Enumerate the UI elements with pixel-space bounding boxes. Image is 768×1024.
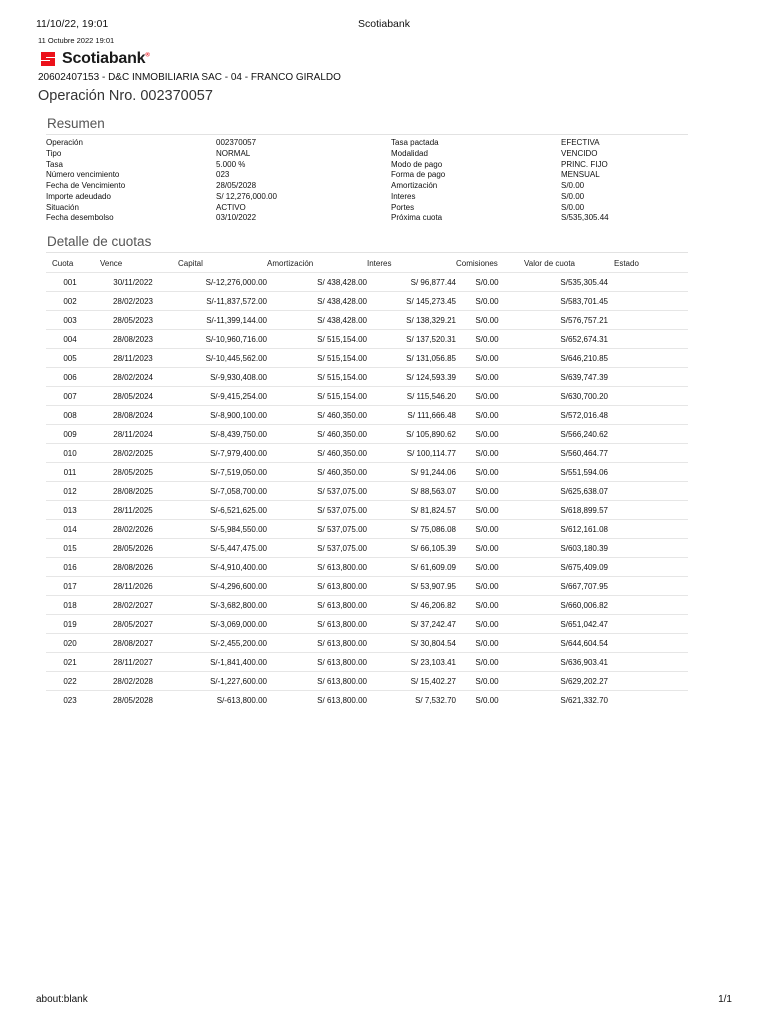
cell-valor: S/612,161.08 xyxy=(518,520,608,539)
cell-amortizacion: S/ 438,428.00 xyxy=(267,292,367,311)
operation-title: Operación Nro. 002370057 xyxy=(38,88,213,104)
cell-vence: 28/05/2025 xyxy=(94,463,172,482)
cell-vence: 28/11/2026 xyxy=(94,577,172,596)
cell-valor: S/639,747.39 xyxy=(518,368,608,387)
cell-cuota: 013 xyxy=(46,501,94,520)
summary-label: Importe adeudado xyxy=(46,191,111,201)
cell-amortizacion: S/ 537,075.00 xyxy=(267,520,367,539)
col-header-capital: Capital xyxy=(178,259,203,268)
cell-estado xyxy=(608,558,688,577)
cell-capital: S/-11,837,572.00 xyxy=(172,292,267,311)
cell-estado xyxy=(608,577,688,596)
cell-capital: S/-1,227,600.00 xyxy=(172,672,267,691)
cell-capital: S/-9,930,408.00 xyxy=(172,368,267,387)
summary-value: ACTIVO xyxy=(216,202,246,212)
cell-valor: S/660,006.82 xyxy=(518,596,608,615)
table-row xyxy=(46,311,688,330)
summary-row xyxy=(46,213,688,224)
summary-label: Fecha de Vencimiento xyxy=(46,181,126,190)
cell-capital: S/-2,455,200.00 xyxy=(172,634,267,653)
cell-interes: S/ 88,563.07 xyxy=(367,482,456,501)
cell-estado xyxy=(608,539,688,558)
cell-capital: S/-9,415,254.00 xyxy=(172,387,267,406)
cell-vence: 28/05/2028 xyxy=(94,691,172,710)
cell-amortizacion: S/ 460,350.00 xyxy=(267,406,367,425)
cell-valor: S/644,604.54 xyxy=(518,634,608,653)
cell-valor: S/535,305.44 xyxy=(518,273,608,292)
cell-interes: S/ 131,056.85 xyxy=(367,349,456,368)
cell-amortizacion: S/ 613,800.00 xyxy=(267,672,367,691)
summary-label: Amortización xyxy=(391,181,438,190)
cell-amortizacion: S/ 515,154.00 xyxy=(267,368,367,387)
cell-capital: S/-8,900,100.00 xyxy=(172,406,267,425)
cell-capital: S/-8,439,750.00 xyxy=(172,425,267,444)
col-header-vence: Vence xyxy=(100,259,123,268)
cell-estado xyxy=(608,311,688,330)
cell-interes: S/ 30,804.54 xyxy=(367,634,456,653)
summary-label: Próxima cuota xyxy=(391,213,443,223)
cell-estado xyxy=(608,672,688,691)
cell-estado xyxy=(608,368,688,387)
cell-comisiones: S/0.00 xyxy=(456,596,518,615)
report-date: 11 Octubre 2022 19:01 xyxy=(38,36,115,45)
cell-estado xyxy=(608,387,688,406)
summary-row xyxy=(46,170,688,181)
detalle-title: Detalle de cuotas xyxy=(47,234,152,249)
cell-interes: S/ 75,086.08 xyxy=(367,520,456,539)
summary-label: Operación xyxy=(46,138,83,147)
summary-value: 023 xyxy=(216,170,230,180)
table-row xyxy=(46,634,688,653)
cell-valor: S/566,240.62 xyxy=(518,425,608,444)
cell-amortizacion: S/ 537,075.00 xyxy=(267,539,367,558)
cell-interes: S/ 111,666.48 xyxy=(367,406,456,425)
cell-comisiones: S/0.00 xyxy=(456,425,518,444)
brand-wordmark: Scotiabank® xyxy=(62,50,150,67)
cell-comisiones: S/0.00 xyxy=(456,577,518,596)
resumen-title: Resumen xyxy=(47,116,105,131)
cell-vence: 28/02/2027 xyxy=(94,596,172,615)
divider xyxy=(46,134,688,135)
cell-amortizacion: S/ 460,350.00 xyxy=(267,463,367,482)
cell-vence: 28/02/2025 xyxy=(94,444,172,463)
summary-label: Situación xyxy=(46,202,79,212)
divider xyxy=(46,252,688,253)
cell-vence: 28/02/2026 xyxy=(94,520,172,539)
cell-interes: S/ 7,532.70 xyxy=(367,691,456,710)
cell-vence: 28/08/2027 xyxy=(94,634,172,653)
cell-comisiones: S/0.00 xyxy=(456,387,518,406)
print-datetime: 11/10/22, 19:01 xyxy=(36,18,109,30)
cell-valor: S/675,409.09 xyxy=(518,558,608,577)
cuotas-table xyxy=(46,255,688,709)
cell-valor: S/651,042.47 xyxy=(518,615,608,634)
cell-interes: S/ 61,609.09 xyxy=(367,558,456,577)
cell-capital: S/-4,296,600.00 xyxy=(172,577,267,596)
col-header-cuota: Cuota xyxy=(52,259,74,268)
cell-vence: 28/05/2026 xyxy=(94,539,172,558)
cell-cuota: 011 xyxy=(46,463,94,482)
cell-cuota: 001 xyxy=(46,273,94,292)
cell-capital: S/-7,058,700.00 xyxy=(172,482,267,501)
table-row xyxy=(46,672,688,691)
cell-cuota: 004 xyxy=(46,330,94,349)
summary-label: Número vencimiento xyxy=(46,170,120,180)
summary-value: 03/10/2022 xyxy=(216,213,257,223)
cell-vence: 28/08/2026 xyxy=(94,558,172,577)
cell-amortizacion: S/ 438,428.00 xyxy=(267,273,367,292)
cell-estado xyxy=(608,615,688,634)
cell-cuota: 020 xyxy=(46,634,94,653)
table-row xyxy=(46,387,688,406)
summary-label: Modo de pago xyxy=(391,159,443,169)
summary-value: PRINC. FIJO xyxy=(561,159,608,169)
cell-capital: S/-1,841,400.00 xyxy=(172,653,267,672)
cell-amortizacion: S/ 460,350.00 xyxy=(267,444,367,463)
cell-estado xyxy=(608,596,688,615)
cell-valor: S/560,464.77 xyxy=(518,444,608,463)
summary-value: 002370057 xyxy=(216,138,257,147)
cell-comisiones: S/0.00 xyxy=(456,444,518,463)
table-row xyxy=(46,501,688,520)
cell-valor: S/551,594.06 xyxy=(518,463,608,482)
cell-capital: S/-11,399,144.00 xyxy=(172,311,267,330)
cell-cuota: 006 xyxy=(46,368,94,387)
cell-amortizacion: S/ 537,075.00 xyxy=(267,501,367,520)
cell-comisiones: S/0.00 xyxy=(456,615,518,634)
cell-interes: S/ 15,402.27 xyxy=(367,672,456,691)
table-row xyxy=(46,691,688,710)
cell-comisiones: S/0.00 xyxy=(456,634,518,653)
col-header-comisiones: Comisiones xyxy=(456,259,498,268)
cell-valor: S/625,638.07 xyxy=(518,482,608,501)
summary-value: VENCIDO xyxy=(561,148,598,158)
table-row xyxy=(46,520,688,539)
cell-vence: 28/08/2024 xyxy=(94,406,172,425)
summary-value: 28/05/2028 xyxy=(216,181,257,190)
cell-cuota: 002 xyxy=(46,292,94,311)
cell-comisiones: S/0.00 xyxy=(456,501,518,520)
cell-comisiones: S/0.00 xyxy=(456,463,518,482)
summary-grid xyxy=(46,138,688,224)
cell-vence: 28/11/2025 xyxy=(94,501,172,520)
summary-value: S/0.00 xyxy=(561,191,585,201)
summary-value: NORMAL xyxy=(216,148,251,158)
cell-interes: S/ 37,242.47 xyxy=(367,615,456,634)
cell-amortizacion: S/ 613,800.00 xyxy=(267,615,367,634)
cell-estado xyxy=(608,501,688,520)
table-row xyxy=(46,444,688,463)
table-row xyxy=(46,558,688,577)
cell-cuota: 008 xyxy=(46,406,94,425)
footer-page: 1/1 xyxy=(718,994,732,1005)
scotiabank-logo xyxy=(38,49,150,69)
cell-cuota: 016 xyxy=(46,558,94,577)
table-row xyxy=(46,406,688,425)
table-row xyxy=(46,653,688,672)
summary-label: Interes xyxy=(391,191,416,201)
cell-vence: 28/08/2023 xyxy=(94,330,172,349)
summary-label: Tasa pactada xyxy=(391,138,439,147)
cell-estado xyxy=(608,653,688,672)
summary-value: MENSUAL xyxy=(561,170,600,180)
cell-interes: S/ 105,890.62 xyxy=(367,425,456,444)
summary-row xyxy=(46,160,688,171)
summary-value: 5.000 % xyxy=(216,159,246,169)
cell-cuota: 007 xyxy=(46,387,94,406)
table-row xyxy=(46,463,688,482)
cell-amortizacion: S/ 613,800.00 xyxy=(267,634,367,653)
cell-comisiones: S/0.00 xyxy=(456,672,518,691)
table-row xyxy=(46,482,688,501)
summary-row xyxy=(46,181,688,192)
cell-capital: S/-7,979,400.00 xyxy=(172,444,267,463)
cell-estado xyxy=(608,463,688,482)
summary-value: S/0.00 xyxy=(561,181,585,190)
cell-interes: S/ 124,593.39 xyxy=(367,368,456,387)
summary-row xyxy=(46,192,688,203)
cell-interes: S/ 46,206.82 xyxy=(367,596,456,615)
cell-valor: S/618,899.57 xyxy=(518,501,608,520)
table-row xyxy=(46,349,688,368)
col-header-interes: Interes xyxy=(367,259,392,268)
footer-url: about:blank xyxy=(36,994,88,1005)
cell-vence: 28/02/2024 xyxy=(94,368,172,387)
cell-comisiones: S/0.00 xyxy=(456,520,518,539)
print-title: Scotiabank xyxy=(358,18,410,30)
cell-valor: S/636,903.41 xyxy=(518,653,608,672)
account-line: 20602407153 - D&C INMOBILIARIA SAC - 04 - FRANCO GIRALDO xyxy=(38,72,341,83)
cell-interes: S/ 23,103.41 xyxy=(367,653,456,672)
cell-estado xyxy=(608,292,688,311)
cell-cuota: 012 xyxy=(46,482,94,501)
cell-cuota: 009 xyxy=(46,425,94,444)
table-row xyxy=(46,368,688,387)
cell-capital: S/-10,960,716.00 xyxy=(172,330,267,349)
cell-valor: S/652,674.31 xyxy=(518,330,608,349)
cell-vence: 30/11/2022 xyxy=(94,273,172,292)
cell-comisiones: S/0.00 xyxy=(456,691,518,710)
cell-capital: S/-613,800.00 xyxy=(172,691,267,710)
cell-amortizacion: S/ 613,800.00 xyxy=(267,596,367,615)
table-row xyxy=(46,615,688,634)
cell-capital: S/-5,447,475.00 xyxy=(172,539,267,558)
cell-amortizacion: S/ 537,075.00 xyxy=(267,482,367,501)
cell-valor: S/629,202.27 xyxy=(518,672,608,691)
cell-vence: 28/02/2028 xyxy=(94,672,172,691)
summary-value: EFECTIVA xyxy=(561,138,600,147)
cell-cuota: 015 xyxy=(46,539,94,558)
cell-vence: 28/05/2023 xyxy=(94,311,172,330)
table-row xyxy=(46,577,688,596)
summary-label: Portes xyxy=(391,202,415,212)
cell-capital: S/-4,910,400.00 xyxy=(172,558,267,577)
cell-valor: S/630,700.20 xyxy=(518,387,608,406)
cell-comisiones: S/0.00 xyxy=(456,368,518,387)
cell-cuota: 014 xyxy=(46,520,94,539)
cell-cuota: 019 xyxy=(46,615,94,634)
scotiabank-s-icon xyxy=(38,49,58,69)
cell-vence: 28/05/2027 xyxy=(94,615,172,634)
cell-capital: S/-3,069,000.00 xyxy=(172,615,267,634)
cell-cuota: 022 xyxy=(46,672,94,691)
cell-interes: S/ 100,114.77 xyxy=(367,444,456,463)
cell-vence: 28/08/2025 xyxy=(94,482,172,501)
cell-comisiones: S/0.00 xyxy=(456,292,518,311)
cell-capital: S/-5,984,550.00 xyxy=(172,520,267,539)
cell-comisiones: S/0.00 xyxy=(456,349,518,368)
cell-vence: 28/11/2027 xyxy=(94,653,172,672)
cell-cuota: 003 xyxy=(46,311,94,330)
cell-valor: S/667,707.95 xyxy=(518,577,608,596)
cell-comisiones: S/0.00 xyxy=(456,273,518,292)
cell-interes: S/ 145,273.45 xyxy=(367,292,456,311)
cell-valor: S/572,016.48 xyxy=(518,406,608,425)
cell-interes: S/ 138,329.21 xyxy=(367,311,456,330)
cell-comisiones: S/0.00 xyxy=(456,558,518,577)
cell-estado xyxy=(608,634,688,653)
summary-label: Tipo xyxy=(46,148,62,158)
summary-label: Tasa xyxy=(46,159,63,169)
cell-vence: 28/05/2024 xyxy=(94,387,172,406)
col-header-valor: Valor de cuota xyxy=(524,259,575,268)
cell-amortizacion: S/ 438,428.00 xyxy=(267,311,367,330)
cell-vence: 28/02/2023 xyxy=(94,292,172,311)
cell-capital: S/-7,519,050.00 xyxy=(172,463,267,482)
cell-estado xyxy=(608,482,688,501)
table-row xyxy=(46,539,688,558)
cell-vence: 28/11/2024 xyxy=(94,425,172,444)
table-row xyxy=(46,273,688,292)
cell-capital: S/-6,521,625.00 xyxy=(172,501,267,520)
cell-estado xyxy=(608,691,688,710)
cell-valor: S/576,757.21 xyxy=(518,311,608,330)
cell-capital: S/-3,682,800.00 xyxy=(172,596,267,615)
cell-valor: S/603,180.39 xyxy=(518,539,608,558)
cell-estado xyxy=(608,273,688,292)
cell-estado xyxy=(608,349,688,368)
table-row xyxy=(46,425,688,444)
cell-comisiones: S/0.00 xyxy=(456,406,518,425)
summary-value: S/ 12,276,000.00 xyxy=(216,191,277,201)
cell-amortizacion: S/ 515,154.00 xyxy=(267,387,367,406)
cell-cuota: 018 xyxy=(46,596,94,615)
cell-amortizacion: S/ 515,154.00 xyxy=(267,330,367,349)
cell-comisiones: S/0.00 xyxy=(456,539,518,558)
summary-label: Fecha desembolso xyxy=(46,213,114,223)
cell-interes: S/ 81,824.57 xyxy=(367,501,456,520)
cell-valor: S/621,332.70 xyxy=(518,691,608,710)
cell-amortizacion: S/ 515,154.00 xyxy=(267,349,367,368)
cuotas-body xyxy=(46,273,688,710)
cell-estado xyxy=(608,425,688,444)
cell-cuota: 010 xyxy=(46,444,94,463)
col-header-amortizacion: Amortización xyxy=(267,259,314,268)
summary-label: Modalidad xyxy=(391,148,428,158)
cell-comisiones: S/0.00 xyxy=(456,330,518,349)
table-row xyxy=(46,292,688,311)
summary-label: Forma de pago xyxy=(391,170,446,180)
cell-estado xyxy=(608,406,688,425)
cell-capital: S/-10,445,562.00 xyxy=(172,349,267,368)
cell-amortizacion: S/ 613,800.00 xyxy=(267,691,367,710)
summary-value: S/535,305.44 xyxy=(561,213,609,223)
table-row xyxy=(46,330,688,349)
cell-comisiones: S/0.00 xyxy=(456,653,518,672)
col-header-estado: Estado xyxy=(614,259,639,268)
summary-row xyxy=(46,138,688,149)
cell-interes: S/ 96,877.44 xyxy=(367,273,456,292)
cell-amortizacion: S/ 460,350.00 xyxy=(267,425,367,444)
summary-row xyxy=(46,149,688,160)
cell-estado xyxy=(608,520,688,539)
cell-capital: S/-12,276,000.00 xyxy=(172,273,267,292)
cell-cuota: 023 xyxy=(46,691,94,710)
cell-amortizacion: S/ 613,800.00 xyxy=(267,653,367,672)
cell-comisiones: S/0.00 xyxy=(456,482,518,501)
summary-row xyxy=(46,203,688,214)
cell-comisiones: S/0.00 xyxy=(456,311,518,330)
cell-amortizacion: S/ 613,800.00 xyxy=(267,558,367,577)
cell-interes: S/ 66,105.39 xyxy=(367,539,456,558)
cell-estado xyxy=(608,330,688,349)
cell-cuota: 017 xyxy=(46,577,94,596)
cell-amortizacion: S/ 613,800.00 xyxy=(267,577,367,596)
cell-valor: S/583,701.45 xyxy=(518,292,608,311)
cell-interes: S/ 91,244.06 xyxy=(367,463,456,482)
cell-vence: 28/11/2023 xyxy=(94,349,172,368)
cell-interes: S/ 137,520.31 xyxy=(367,330,456,349)
cell-cuota: 005 xyxy=(46,349,94,368)
cell-cuota: 021 xyxy=(46,653,94,672)
cell-interes: S/ 115,546.20 xyxy=(367,387,456,406)
cell-valor: S/646,210.85 xyxy=(518,349,608,368)
table-header-row xyxy=(46,255,688,273)
table-row xyxy=(46,596,688,615)
cell-estado xyxy=(608,444,688,463)
cell-interes: S/ 53,907.95 xyxy=(367,577,456,596)
summary-value: S/0.00 xyxy=(561,202,585,212)
